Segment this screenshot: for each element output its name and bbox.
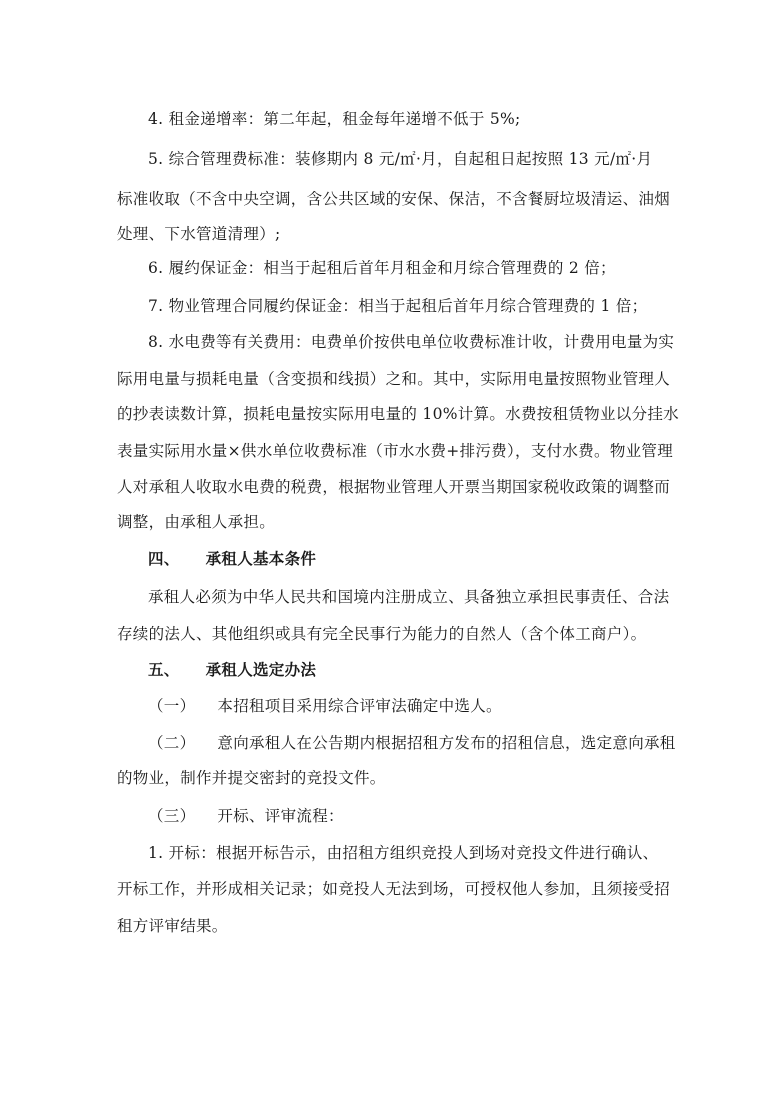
fee-item-5-cont: 标准收取（不含中央空调，含公共区域的安保、保洁，不含餐厨垃圾清运、油烟 (117, 190, 671, 208)
section-4-heading (148, 549, 316, 569)
section-4-title: 承租人基本条件 (205, 550, 317, 568)
fee-item-4: 4. 租金递增率：第二年起，租金每年递增不低于 5%; (148, 110, 521, 128)
section-5-number: 五、 (148, 661, 180, 679)
subsection-2-cont: 的物业，制作并提交密封的竞投文件。 (117, 769, 386, 787)
subsection-2-text: 意向承租人在公告期内根据招租方发布的招租信息，选定意向承租 (217, 734, 676, 752)
subsection-1-text: 本招租项目采用综合评审法确定中选人。 (217, 697, 502, 715)
section-5-title: 承租人选定办法 (205, 661, 317, 679)
fee-item-5: 5. 综合管理费标准：装修期内 8 元/㎡·月，自起租日起按照 13 元/㎡·月 (148, 150, 653, 168)
subsection-3-number: （三） (148, 807, 196, 825)
subsection-2-number: （二） (148, 734, 196, 752)
subsection-1-number: （一） (148, 697, 196, 715)
fee-item-6: 6. 履约保证金：相当于起租后首年月租金和月综合管理费的 2 倍； (148, 259, 616, 277)
fee-item-7: 7. 物业管理合同履约保证金：相当于起租后首年月综合管理费的 1 倍； (148, 297, 648, 315)
step-1-cont: 租方评审结果。 (117, 917, 228, 935)
section-4-number: 四、 (148, 550, 180, 568)
fee-item-8-cont: 人对承租人收取水电费的税费，根据物业管理人开票当期国家税收政策的调整而 (117, 478, 671, 496)
fee-item-5-cont: 处理、下水管道清理）; (117, 225, 281, 243)
section-4-paragraph-cont: 存续的法人、其他组织或具有完全民事行为能力的自然人（含个体工商户）。 (117, 625, 647, 643)
subsection-3-text: 开标、评审流程： (217, 807, 344, 825)
step-1-cont: 开标工作，并形成相关记录；如竞投人无法到场，可授权他人参加，且须接受招 (117, 880, 671, 898)
fee-item-8: 8. 水电费等有关费用：电费单价按供电单位收费标准计收，计费用电量为实 (148, 333, 675, 351)
section-4-paragraph: 承租人必须为中华人民共和国境内注册成立、具备独立承担民事责任、合法 (148, 588, 670, 606)
fee-item-8-cont: 际用电量与损耗电量（含变损和线损）之和。其中，实际用电量按照物业管理人 (117, 370, 671, 388)
section-5-heading (148, 660, 316, 680)
step-1: 1. 开标：根据开标告示，由招租方组织竞投人到场对竞投文件进行确认、 (148, 844, 659, 862)
subsection-1 (148, 696, 502, 716)
fee-item-8-cont: 调整，由承租人承担。 (117, 513, 276, 531)
fee-item-8-cont: 的抄表读数计算，损耗电量按实际用电量的 10%计算。水费按租赁物业以分挂水 (117, 405, 679, 423)
fee-item-8-cont: 表量实际用水量×供水单位收费标准（市水水费+排污费），支付水费。物业管理 (117, 442, 674, 460)
subsection-2 (148, 733, 676, 753)
subsection-3 (148, 806, 344, 826)
